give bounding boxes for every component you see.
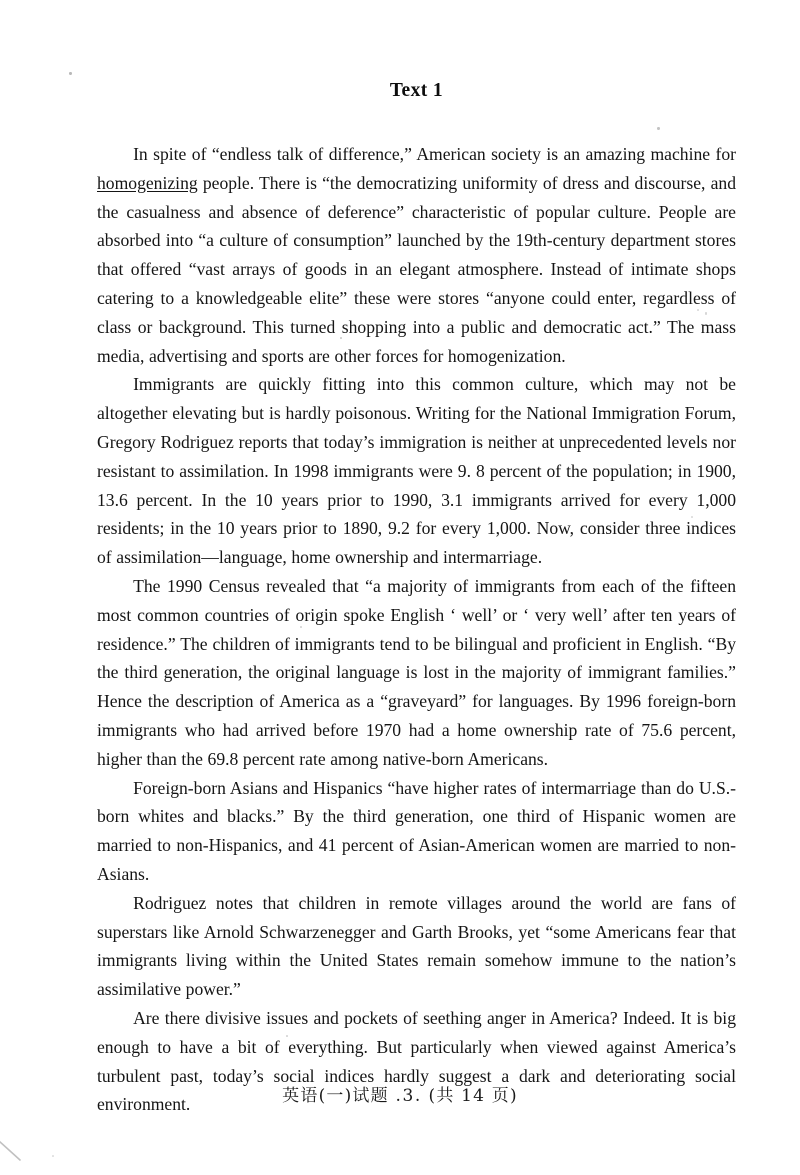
passage-body	[97, 102, 736, 1119]
scan-speck-icon	[69, 72, 72, 75]
passage-paragraph: In spite of “endless talk of difference,” American society is an amazing machine for homogenizing people. There is “the democratizing uniformity of dress and discourse, and the casualness and absence of deference” characteristic of popular culture. People are absorbed into “a culture of consumption” launched by the 19th-century department stores that offered “vast arrays of goods in an elegant atmosphere. Instead of intimate shops catering to a knowledgeable elite” these were stores “anyone could enter, regardless of class or background. This turned shopping into a public and democratic act.” The mass media, advertising and sports are other forces for homogenization.	[97, 144, 736, 366]
page-content	[97, 0, 736, 1119]
page-title: Text 1	[389, 80, 444, 101]
passage-paragraph: The 1990 Census revealed that “a majority of immigrants from each of the fifteen most common countries of origin spoke English ‘ well’ or ‘ very well’ after ten years of residence.” The children of immigrants tend to be bilingual and proficient in English. “By the third generation, the original language is lost in the majority of immigrant families.” Hence the description of America as a “graveyard” for languages. By 1996 foreign-born immigrants who had arrived before 1970 had a home ownership rate of 75.6 percent, higher than the 69.8 percent rate among native-born Americans.	[97, 575, 736, 769]
passage-paragraph: Are there divisive issues and pockets of seething anger in America? Indeed. It is big enough to have a bit of everything. But particularly when viewed against America’s turbulent past, today’s social indices hardly suggest a dark and deteriorating social environment.	[97, 1007, 736, 1115]
footer-page-number: .3.	[395, 1086, 422, 1106]
passage-paragraph: Rodriguez notes that children in remote villages around the world are fans of superstars like Arnold Schwarzenegger and Garth Brooks, yet “some Americans fear that immigrants living within the United States remain somehow immune to the nation’s assimilative power.”	[97, 892, 736, 1000]
scan-speck-icon	[52, 1155, 54, 1157]
footer-exam-label: 英语(一)试题	[282, 1086, 389, 1106]
scan-corner-mark-icon	[0, 1140, 24, 1162]
footer-total-pages: (共 14 页)	[428, 1086, 518, 1106]
underlined-term: homogenizing	[97, 172, 198, 193]
page-footer	[0, 1083, 800, 1109]
passage-paragraph: Foreign-born Asians and Hispanics “have higher rates of intermarriage than do U.S.-born whites and blacks.” By the third generation, one third of Hispanic women are married to non-Hispanics, and 41 percent of Asian-American women are married to non-Asians.	[97, 777, 736, 884]
passage-paragraph: Immigrants are quickly fitting into this common culture, which may not be altogether elevating but is hardly poisonous. Writing for the National Immigration Forum, Gregory Rodriguez reports that today’s immigration is neither at unprecedented levels nor resistant to assimilation. In 1998 immigrants were 9. 8 percent of the population; in 1900, 13.6 percent. In the 10 years prior to 1990, 3.1 immigrants arrived for every 1,000 residents; in the 10 years prior to 1890, 9.2 for every 1,000. Now, consider three indices of assimilation—language, home ownership and intermarriage.	[97, 374, 736, 568]
